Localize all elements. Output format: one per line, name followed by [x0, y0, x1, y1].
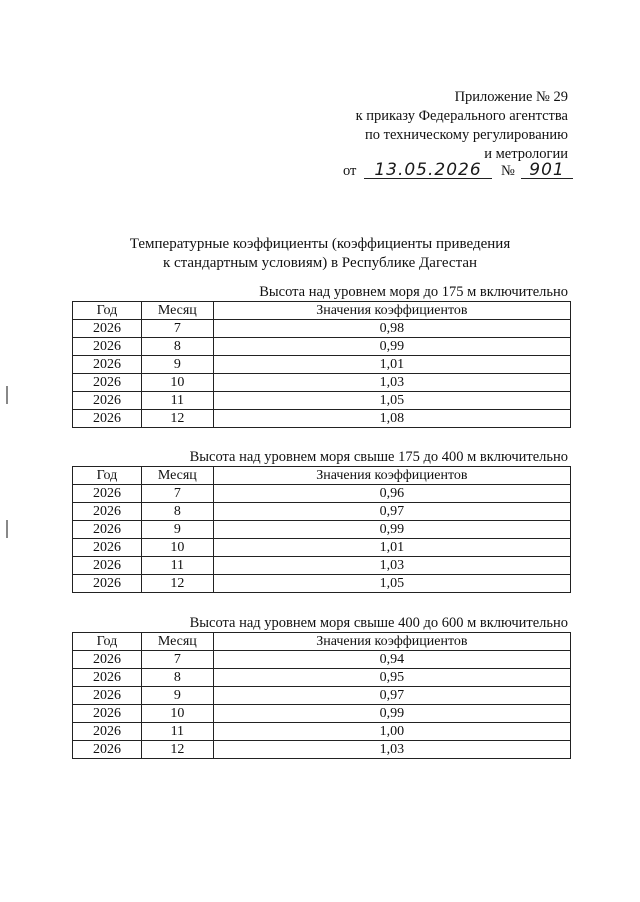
coefficient-cell: 1,01: [213, 539, 570, 557]
table-row: [73, 374, 571, 392]
appendix-number: Приложение № 29: [454, 89, 568, 105]
year-cell: 2026: [73, 485, 142, 503]
month-cell: 12: [141, 575, 213, 593]
table-row: [73, 320, 571, 338]
table-row: [73, 485, 571, 503]
column-header-values: Значения коэффициентов: [213, 302, 570, 320]
table-row: [73, 651, 571, 669]
column-header-year: Год: [73, 302, 142, 320]
order-number-handwritten: 901: [521, 160, 573, 179]
month-cell: 7: [141, 651, 213, 669]
table-row: [73, 410, 571, 428]
scan-edge-mark: [6, 520, 8, 538]
table-row: [73, 723, 571, 741]
table-row: [73, 338, 571, 356]
coefficient-cell: 1,01: [213, 356, 570, 374]
column-header-year: Год: [73, 633, 142, 651]
date-prefix: от: [343, 163, 357, 179]
month-cell: 9: [141, 356, 213, 374]
scan-edge-mark: [6, 386, 8, 404]
section-caption: Высота над уровнем моря до 175 м включительно: [259, 284, 568, 300]
year-cell: 2026: [73, 575, 142, 593]
title-line-2: к стандартным условиям) в Республике Дагестан: [162, 255, 478, 271]
year-cell: 2026: [73, 392, 142, 410]
coefficient-table: [72, 632, 571, 759]
year-cell: 2026: [73, 521, 142, 539]
order-date-handwritten: 13.05.2026: [364, 160, 492, 179]
month-cell: 8: [141, 503, 213, 521]
table-row: [73, 539, 571, 557]
month-cell: 7: [141, 485, 213, 503]
month-cell: 8: [141, 669, 213, 687]
coefficient-cell: 1,03: [213, 741, 570, 759]
section-caption: Высота над уровнем моря свыше 175 до 400 м включительно: [189, 449, 568, 465]
month-cell: 10: [141, 705, 213, 723]
year-cell: 2026: [73, 539, 142, 557]
coefficient-cell: 1,08: [213, 410, 570, 428]
table-header-row: [73, 633, 571, 651]
coefficient-cell: 0,99: [213, 338, 570, 356]
column-header-values: Значения коэффициентов: [213, 467, 570, 485]
year-cell: 2026: [73, 374, 142, 392]
coefficient-cell: 1,03: [213, 374, 570, 392]
month-cell: 10: [141, 539, 213, 557]
number-prefix: №: [501, 163, 515, 179]
coefficient-table: [72, 301, 571, 428]
table-row: [73, 575, 571, 593]
column-header-month: Месяц: [141, 302, 213, 320]
month-cell: 11: [141, 557, 213, 575]
month-cell: 8: [141, 338, 213, 356]
year-cell: 2026: [73, 687, 142, 705]
coefficient-cell: 0,99: [213, 705, 570, 723]
document-title: [0, 235, 640, 273]
coefficient-cell: 0,98: [213, 320, 570, 338]
coefficient-table: [72, 466, 571, 593]
year-cell: 2026: [73, 651, 142, 669]
coefficient-cell: 0,97: [213, 503, 570, 521]
month-cell: 7: [141, 320, 213, 338]
year-cell: 2026: [73, 669, 142, 687]
coefficient-cell: 0,96: [213, 485, 570, 503]
month-cell: 11: [141, 392, 213, 410]
agency-line: по техническому регулированию: [364, 127, 568, 143]
table-row: [73, 503, 571, 521]
table-row: [73, 687, 571, 705]
month-cell: 10: [141, 374, 213, 392]
coefficient-cell: 0,95: [213, 669, 570, 687]
table-row: [73, 392, 571, 410]
section-caption: Высота над уровнем моря свыше 400 до 600 м включительно: [189, 615, 568, 631]
month-cell: 12: [141, 741, 213, 759]
month-cell: 12: [141, 410, 213, 428]
metrology-line: и метрологии: [484, 146, 568, 162]
year-cell: 2026: [73, 356, 142, 374]
month-cell: 11: [141, 723, 213, 741]
order-date-number-line: [343, 160, 573, 182]
table-row: [73, 557, 571, 575]
table-row: [73, 705, 571, 723]
coefficient-cell: 0,97: [213, 687, 570, 705]
table-header-row: [73, 302, 571, 320]
year-cell: 2026: [73, 338, 142, 356]
year-cell: 2026: [73, 557, 142, 575]
month-cell: 9: [141, 521, 213, 539]
table-header-row: [73, 467, 571, 485]
coefficient-cell: 1,05: [213, 392, 570, 410]
year-cell: 2026: [73, 503, 142, 521]
title-line-1: Температурные коэффициенты (коэффициенты приведения: [129, 236, 511, 252]
column-header-values: Значения коэффициентов: [213, 633, 570, 651]
year-cell: 2026: [73, 723, 142, 741]
coefficient-cell: 1,03: [213, 557, 570, 575]
coefficient-cell: 0,94: [213, 651, 570, 669]
column-header-year: Год: [73, 467, 142, 485]
coefficient-cell: 1,05: [213, 575, 570, 593]
coefficient-cell: 0,99: [213, 521, 570, 539]
table-row: [73, 669, 571, 687]
column-header-month: Месяц: [141, 467, 213, 485]
column-header-month: Месяц: [141, 633, 213, 651]
coefficient-cell: 1,00: [213, 723, 570, 741]
order-line: к приказу Федерального агентства: [355, 108, 568, 124]
year-cell: 2026: [73, 410, 142, 428]
year-cell: 2026: [73, 320, 142, 338]
table-row: [73, 741, 571, 759]
year-cell: 2026: [73, 705, 142, 723]
appendix-header: [356, 88, 568, 164]
month-cell: 9: [141, 687, 213, 705]
table-row: [73, 356, 571, 374]
year-cell: 2026: [73, 741, 142, 759]
table-row: [73, 521, 571, 539]
